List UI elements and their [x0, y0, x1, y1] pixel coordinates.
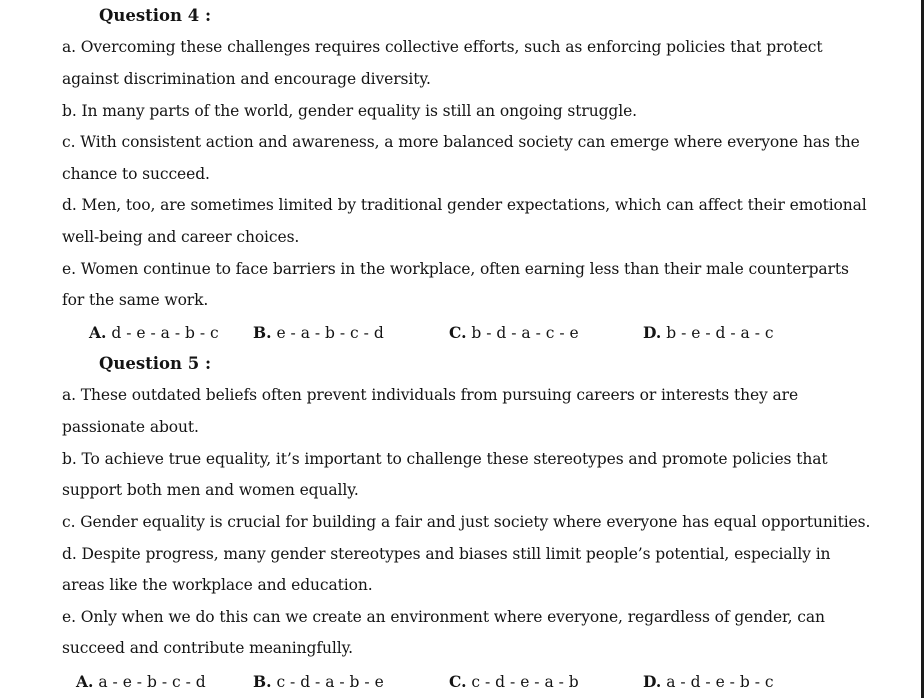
q5-line-a1: a. These outdated beliefs often prevent individuals from pursuing careers or interests they are — [62, 386, 799, 404]
q4-option-a-text: d - e - a - b - c — [111, 324, 219, 342]
q5-line-d1: d. Despite progress, many gender stereotypes and biases still limit people’s potential, especially in — [62, 545, 831, 563]
q4-line-e1: e. Women continue to face barriers in the workplace, often earning less than their male counterparts — [62, 260, 849, 278]
q5-option-b[interactable] — [253, 672, 384, 691]
q5-option-a[interactable] — [76, 672, 206, 691]
q5-line-d2: areas like the workplace and education. — [62, 576, 373, 594]
q4-line-d2: well-being and career choices. — [62, 228, 300, 246]
q5-line-b2: support both men and women equally. — [62, 481, 359, 499]
q4-option-a[interactable] — [89, 323, 219, 342]
q4-option-b-letter: B. — [253, 323, 272, 342]
q5-option-a-letter: A. — [76, 672, 94, 691]
q4-option-b[interactable] — [253, 323, 384, 342]
q4-option-b-text: e - a - b - c - d — [276, 324, 384, 342]
q4-option-c-letter: C. — [449, 323, 467, 342]
q5-line-c: c. Gender equality is crucial for building a fair and just society where everyone has equal opportunities. — [62, 513, 871, 531]
q4-line-c1: c. With consistent action and awareness, a more balanced society can emerge where everyone has the — [62, 133, 860, 151]
q5-option-b-letter: B. — [253, 672, 272, 691]
q4-line-c2: chance to succeed. — [62, 165, 210, 183]
q4-option-c[interactable] — [449, 323, 579, 342]
q4-option-c-text: b - d - a - c - e — [471, 324, 579, 342]
q5-option-d[interactable] — [643, 672, 774, 691]
q5-line-b1: b. To achieve true equality, it’s important to challenge these stereotypes and promote policies that — [62, 450, 828, 468]
question-5-title: Question 5 : — [99, 354, 212, 373]
question-4-title: Question 4 : — [99, 6, 212, 25]
q5-option-d-text: a - d - e - b - c — [666, 673, 774, 691]
q4-option-a-letter: A. — [89, 323, 107, 342]
q5-option-b-text: c - d - a - b - e — [276, 673, 384, 691]
q5-option-a-text: a - e - b - c - d — [98, 673, 206, 691]
q5-line-e1: e. Only when we do this can we create an environment where everyone, regardless of gender, can — [62, 608, 825, 626]
q5-option-c[interactable] — [449, 672, 579, 691]
q4-line-a1: a. Overcoming these challenges requires collective efforts, such as enforcing policies that protect — [62, 38, 823, 56]
q5-line-e2: succeed and contribute meaningfully. — [62, 639, 354, 657]
q4-line-a2: against discrimination and encourage diversity. — [62, 70, 431, 88]
q5-option-c-text: c - d - e - a - b — [471, 673, 579, 691]
q5-option-c-letter: C. — [449, 672, 467, 691]
q4-line-e2: for the same work. — [62, 291, 209, 309]
q4-option-d-text: b - e - d - a - c — [666, 324, 774, 342]
q4-line-b: b. In many parts of the world, gender equality is still an ongoing struggle. — [62, 102, 638, 120]
q4-option-d[interactable] — [643, 323, 774, 342]
q4-option-d-letter: D. — [643, 323, 662, 342]
q5-line-a2: passionate about. — [62, 418, 199, 436]
q4-line-d1: d. Men, too, are sometimes limited by traditional gender expectations, which can affect their emotional — [62, 196, 867, 214]
q5-option-d-letter: D. — [643, 672, 662, 691]
